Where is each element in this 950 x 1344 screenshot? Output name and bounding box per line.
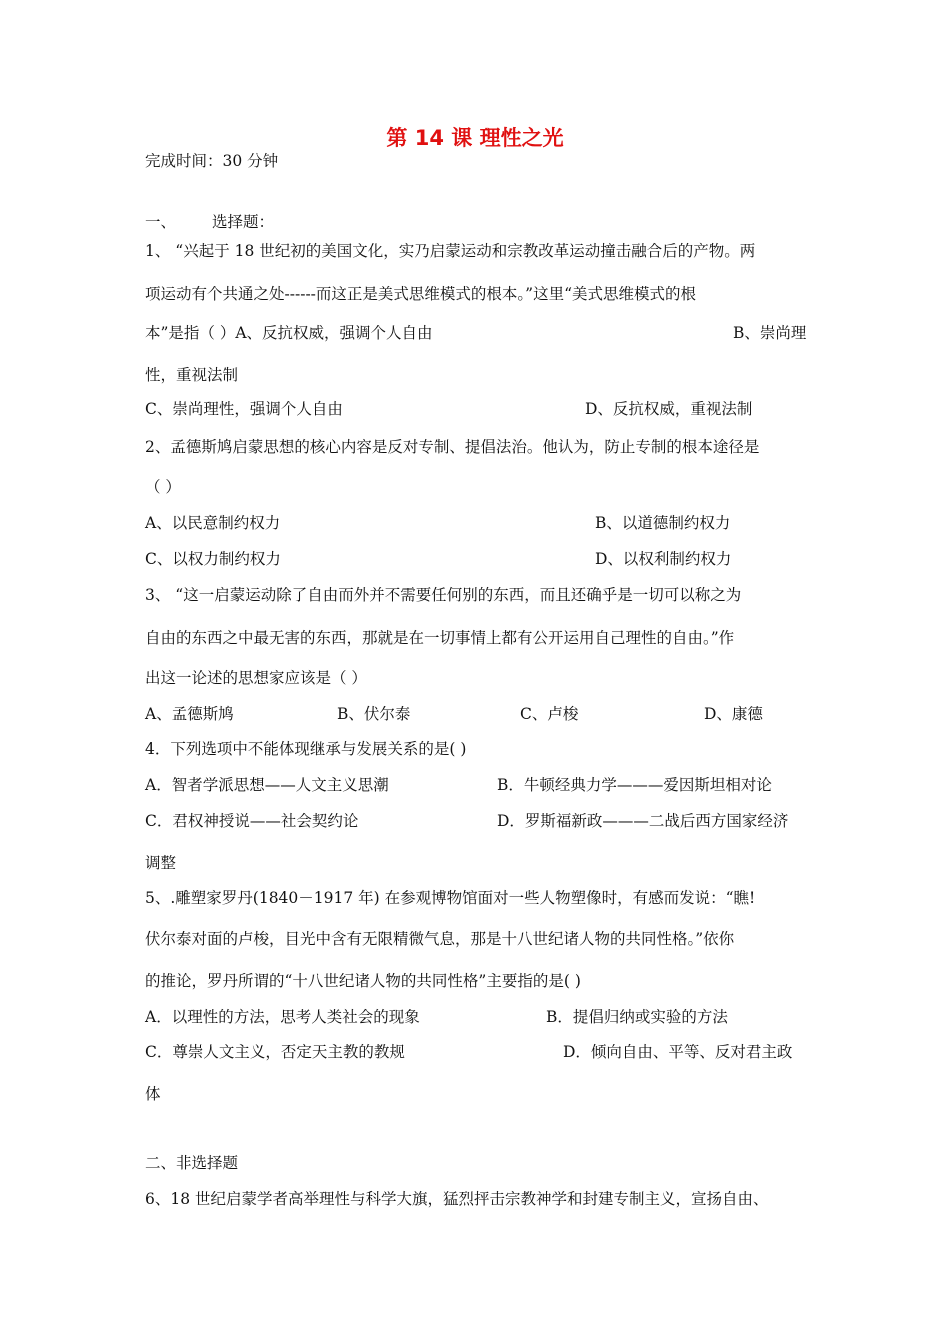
q3-option-a: A、孟德斯鸠	[145, 705, 234, 723]
time-note: 完成时间：30 分钟	[145, 152, 279, 170]
q5-line-3: 的推论，罗丹所谓的“十八世纪诸人物的共同性格”主要指的是( )	[145, 972, 581, 990]
q5-option-d-cont: 体	[145, 1085, 161, 1103]
q3-option-c: C、卢梭	[520, 705, 579, 723]
section2-heading: 二、非选择题	[145, 1154, 239, 1172]
q5-option-c: C．尊崇人文主义，否定天主教的教规	[145, 1043, 405, 1061]
q4-line-1: 4．下列选项中不能体现继承与发展关系的是( )	[145, 740, 467, 758]
q6-line-1: 6、18 世纪启蒙学者高举理性与科学大旗，猛烈抨击宗教神学和封建专制主义，宣扬自由、	[145, 1190, 769, 1208]
q4-option-d-cont: 调整	[145, 854, 177, 872]
q2-option-d: D、以权利制约权力	[595, 550, 732, 568]
q3-line-3: 出这一论述的思想家应该是（ ）	[145, 669, 367, 687]
q1-line-1: 1、 “兴起于 18 世纪初的美国文化，实乃启蒙运动和宗教改革运动撞击融合后的产物。两	[145, 242, 756, 260]
q4-option-d: D．罗斯福新政———二战后西方国家经济	[497, 812, 789, 830]
q5-line-1: 5、.雕塑家罗丹(1840－1917 年) 在参观博物馆面对一些人物塑像时，有感而发说：“瞧!	[145, 889, 756, 907]
section1-number: 一、	[145, 213, 177, 231]
q1-option-d: D、反抗权威，重视法制	[585, 400, 753, 418]
q3-option-b: B、伏尔泰	[337, 705, 411, 723]
q3-line-1: 3、 “这一启蒙运动除了自由而外并不需要任何别的东西，而且还确乎是一切可以称之为	[145, 586, 742, 604]
page-title: 第 14 课 理性之光	[386, 126, 564, 150]
q4-option-a: A．智者学派思想——人文主义思潮	[145, 776, 389, 794]
q5-option-d: D．倾向自由、平等、反对君主政	[563, 1043, 793, 1061]
q1-option-b: B、崇尚理	[733, 324, 807, 342]
q2-option-a: A、以民意制约权力	[145, 514, 281, 532]
q4-option-c: C．君权神授说——社会契约论	[145, 812, 359, 830]
q2-line-1: 2、孟德斯鸠启蒙思想的核心内容是反对专制、提倡法治。他认为，防止专制的根本途径是	[145, 438, 760, 456]
q1-option-b-cont: 性，重视法制	[145, 366, 239, 384]
q4-option-b: B．牛顿经典力学———爱因斯坦相对论	[497, 776, 772, 794]
q5-line-2: 伏尔泰对面的卢梭，目光中含有无限精微气息，那是十八世纪诸人物的共同性格。”依你	[145, 930, 735, 948]
q3-line-2: 自由的东西之中最无害的东西，那就是在一切事情上都有公开运用自己理性的自由。”作	[145, 629, 735, 647]
q1-line-3: 本”是指（ ）A、反抗权威，强调个人自由	[145, 324, 433, 342]
q5-option-a: A．以理性的方法，思考人类社会的现象	[145, 1008, 420, 1026]
q5-option-b: B．提倡归纳或实验的方法	[546, 1008, 728, 1026]
q1-option-c: C、崇尚理性，强调个人自由	[145, 400, 343, 418]
q1-line-2: 项运动有个共通之处------而这正是美式思维模式的根本。”这里“美式思维模式的根	[145, 285, 697, 303]
q2-line-2: （ ）	[145, 478, 181, 496]
q3-option-d: D、康德	[704, 705, 763, 723]
section1-heading: 选择题：	[212, 213, 275, 231]
q2-option-b: B、以道德制约权力	[595, 514, 731, 532]
q2-option-c: C、以权力制约权力	[145, 550, 281, 568]
